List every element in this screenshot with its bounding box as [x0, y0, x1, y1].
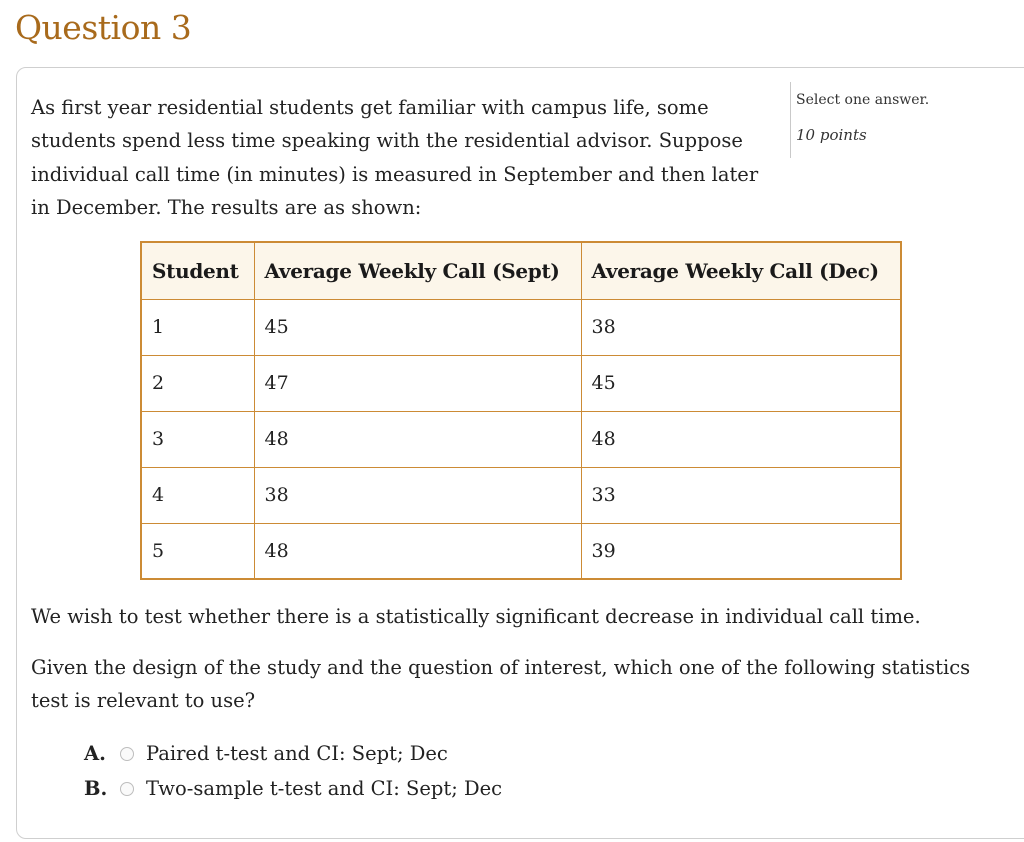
table-row	[141, 523, 901, 579]
data-table	[140, 241, 902, 580]
table-header-row	[141, 242, 901, 299]
table-row	[141, 355, 901, 411]
option-b[interactable]	[84, 771, 502, 806]
table-row	[141, 299, 901, 355]
cell-sept: 45	[254, 299, 581, 355]
radio-button-b[interactable]	[120, 782, 134, 796]
radio-button-a[interactable]	[120, 747, 134, 761]
cell-sept: 48	[254, 523, 581, 579]
cell-dec: 48	[581, 411, 901, 467]
cell-student: 1	[141, 299, 254, 355]
cell-student: 5	[141, 523, 254, 579]
question-prompt: Given the design of the study and the question of interest, which one of the following statistics test is relevant to use?	[31, 656, 971, 713]
option-a[interactable]	[84, 736, 502, 771]
table-row	[141, 467, 901, 523]
cell-sept: 48	[254, 411, 581, 467]
cell-dec: 33	[581, 467, 901, 523]
cell-dec: 45	[581, 355, 901, 411]
question-stem: As first year residential students get familiar with campus life, some students spend less time speaking with the residential advisor. Suppose individual call time (in minutes) is measured in September and then later in December. The results are as shown:	[31, 96, 759, 220]
question-title: Question 3	[15, 8, 192, 47]
hypothesis-text: We wish to test whether there is a statistically significant decrease in individual call time.	[31, 605, 921, 628]
cell-dec: 38	[581, 299, 901, 355]
question-meta	[790, 82, 929, 158]
header-dec: Average Weekly Call (Dec)	[581, 242, 901, 299]
answer-options	[84, 736, 502, 806]
cell-student: 3	[141, 411, 254, 467]
points-label: 10 points	[796, 126, 867, 144]
select-hint: Select one answer.	[796, 92, 930, 108]
option-label[interactable]: Paired t-test and CI: Sept; Dec	[146, 742, 448, 765]
table-row	[141, 411, 901, 467]
option-letter: A.	[84, 742, 106, 765]
cell-dec: 39	[581, 523, 901, 579]
cell-student: 4	[141, 467, 254, 523]
header-student: Student	[141, 242, 254, 299]
cell-student: 2	[141, 355, 254, 411]
cell-sept: 47	[254, 355, 581, 411]
option-label[interactable]: Two-sample t-test and CI: Sept; Dec	[146, 777, 503, 800]
cell-sept: 38	[254, 467, 581, 523]
option-letter: B.	[84, 777, 108, 800]
header-sept: Average Weekly Call (Sept)	[254, 242, 581, 299]
